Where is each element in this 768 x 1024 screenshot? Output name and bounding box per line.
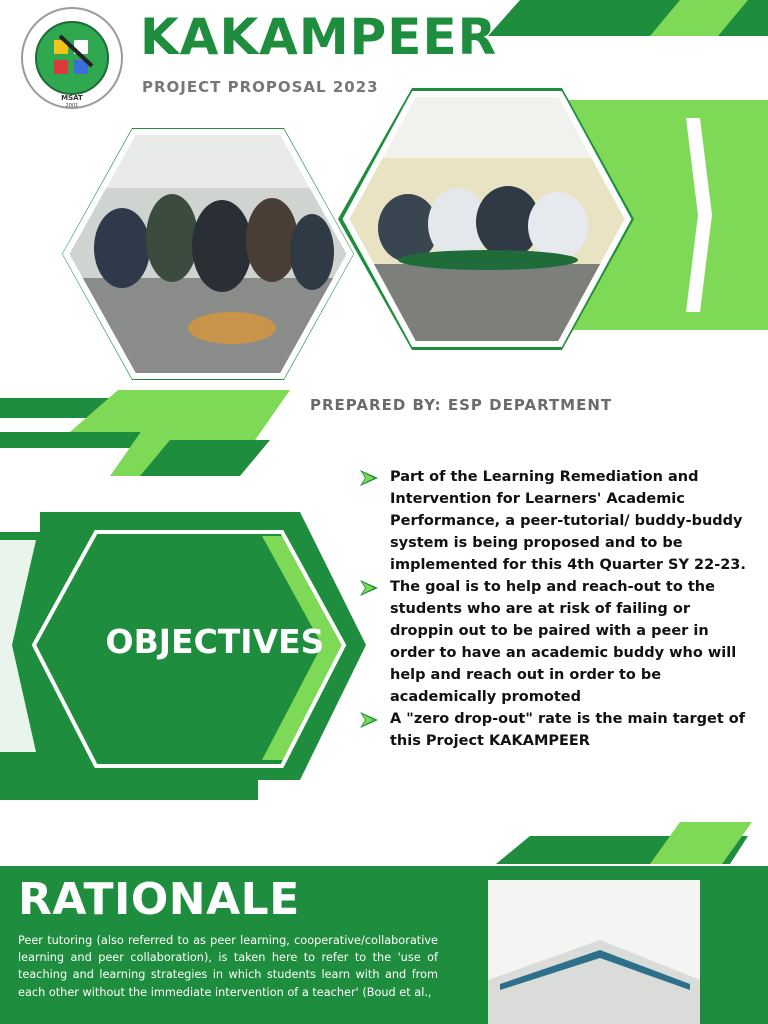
school-logo xyxy=(20,6,124,110)
rationale-heading: RATIONALE xyxy=(18,874,300,925)
rationale-body: Peer tutoring (also referred to as peer learning, cooperative/collaborative learning and peer collaboration), is taken here to refer to the 'use of teaching and learning strategies in which students learn with and from each other without the immediate intervention of a teacher' (Boud et al., xyxy=(18,934,438,999)
arrow-bullet-icon xyxy=(360,580,378,596)
objective-text: A "zero drop-out" rate is the main target of this Project KAKAMPEER xyxy=(390,711,746,749)
list-item xyxy=(352,708,756,752)
arrow-bullet-icon xyxy=(360,470,378,486)
objectives-list xyxy=(352,466,756,752)
group-photo-hall xyxy=(338,88,634,350)
bottom-stripe-light xyxy=(650,822,752,864)
logo-year: 2001 xyxy=(65,103,79,109)
photo-hexagon-2 xyxy=(338,88,634,350)
page-subtitle: PROJECT PROPOSAL 2023 xyxy=(142,78,379,96)
list-item xyxy=(352,466,756,576)
objectives-heading: OBJECTIVES xyxy=(105,622,325,661)
objective-text: The goal is to help and reach-out to the students who are at risk of failing or droppin out to be paired with a peer in order to have an academic buddy who will help and reach out in order to be academically promoted xyxy=(390,579,737,705)
page-title: KAKAMPEER xyxy=(140,8,498,66)
objective-text: Part of the Learning Remediation and Intervention for Learners' Academic Performance, a peer-tutorial/ buddy-buddy system is being proposed and to be implemented for this 4th Quarter SY 22-23. xyxy=(390,469,746,573)
arrow-bullet-icon xyxy=(360,712,378,728)
group-photo-classroom xyxy=(62,128,354,380)
photo-hexagon-1 xyxy=(62,128,354,380)
logo-abbr: MSAT xyxy=(61,94,83,102)
prepared-by: PREPARED BY: ESP DEPARTMENT xyxy=(310,396,613,414)
list-item xyxy=(352,576,756,708)
